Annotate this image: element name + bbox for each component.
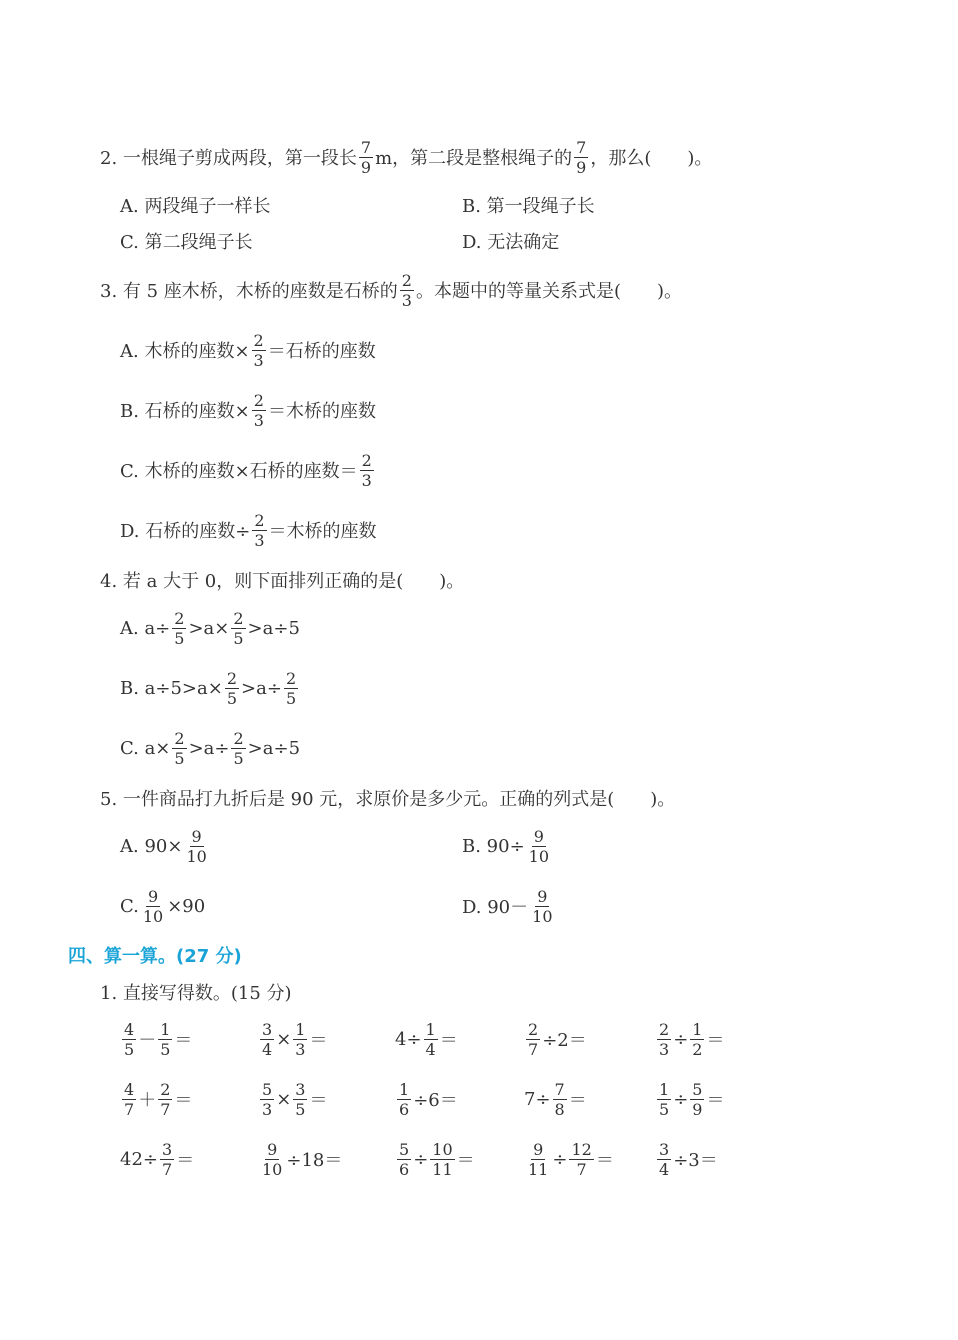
numerator: 2 [174,728,185,748]
denominator: 11 [528,1159,549,1179]
denominator: 3 [254,530,265,550]
text: 4÷ [395,1028,422,1050]
fraction [526,1020,540,1059]
denominator: 4 [262,1039,273,1059]
fraction [397,1080,411,1119]
denominator: 8 [554,1099,565,1119]
text: 。本题中的等量关系式是( )。 [415,281,683,302]
numerator: 9 [267,1139,278,1159]
numerator: 2 [160,1079,171,1099]
text: 4. 若 a 大于 0，则下面排列正确的是( )。 [100,571,465,592]
numerator: 9 [533,826,544,846]
fraction [231,729,245,768]
text: >a÷5 [247,737,301,759]
denominator: 5 [285,688,297,708]
calc-item [258,1137,342,1181]
text: ÷3＝ [673,1150,718,1171]
text: ＝ [174,1030,193,1051]
numerator: 3 [162,1139,173,1159]
q3-option-b [120,388,376,432]
q5-stem [100,776,675,820]
text: m，第二段是整根绳子的 [375,148,573,169]
text: × [276,1028,292,1050]
q3-option-a [120,328,376,372]
q2-option-d [462,219,559,263]
numerator: 5 [399,1139,410,1159]
fraction [397,1140,411,1179]
q5-option-a [120,824,211,868]
numerator: 2 [528,1019,539,1039]
numerator: 2 [233,728,244,748]
denominator: 6 [399,1159,410,1179]
calc-item [120,1077,192,1121]
calc-item [120,1137,194,1181]
denominator: 3 [361,470,372,490]
fraction [424,1020,438,1059]
text: >a÷ [188,737,230,759]
calc-item [258,1077,327,1121]
calc-item [395,1137,475,1181]
fraction [260,1020,274,1059]
text: ＝ [568,1090,587,1111]
q3-stem [100,268,682,312]
denominator: 10 [262,1159,283,1179]
denominator: 10 [142,906,164,926]
fraction [430,1140,454,1179]
calc-item [524,1077,587,1121]
text: ＝ [706,1090,725,1111]
text: A. 两段绳子一样长 [120,196,271,217]
denominator: 5 [124,1039,135,1059]
numerator: 2 [226,668,238,688]
q3-option-d [120,508,377,552]
fraction [657,1080,671,1119]
text: C. 第二段绳子长 [120,232,253,253]
text: C. [120,895,139,917]
numerator: 4 [124,1079,135,1099]
fraction [360,451,374,490]
denominator: 3 [253,410,264,430]
numerator: 3 [659,1139,670,1159]
calc-item [655,1137,718,1181]
denominator: 10 [528,846,550,866]
fraction [657,1020,671,1059]
fraction [574,138,588,177]
fraction [122,1080,136,1119]
fraction [260,1080,274,1119]
numerator: 2 [253,330,264,350]
denominator: 5 [233,748,244,768]
numerator: 2 [285,668,297,688]
numerator: 1 [295,1019,306,1039]
text: D. 石桥的座数÷ [120,521,251,542]
calc-item [655,1077,724,1121]
numerator: 2 [361,450,372,470]
text: A. a÷ [120,617,171,639]
numerator: 1 [399,1079,410,1099]
denominator: 3 [295,1039,306,1059]
q5-option-b [462,824,553,868]
text: A. 90× [120,835,183,857]
fraction [284,669,298,708]
text: ＝木桥的座数 [267,401,376,422]
denominator: 7 [528,1039,539,1059]
fraction [527,827,551,866]
numerator: 3 [295,1079,306,1099]
fraction [225,669,239,708]
text: × [276,1088,292,1110]
text: 四、算一算。(27 分) [68,946,242,967]
denominator: 4 [425,1039,436,1059]
denominator: 9 [576,157,587,177]
denominator: 5 [174,628,185,648]
sub-question-title [100,970,292,1014]
numerator: 5 [262,1079,273,1099]
numerator: 7 [576,137,587,157]
denominator: 5 [174,748,185,768]
text: 42÷ [120,1148,158,1170]
denominator: 3 [401,290,412,310]
denominator: 3 [253,350,264,370]
text: ＝ [176,1150,195,1171]
numerator: 4 [124,1019,135,1039]
fraction [400,271,414,310]
fraction [172,729,186,768]
fraction [526,1140,550,1179]
denominator: 7 [160,1099,171,1119]
text: ＝ [456,1150,475,1171]
denominator: 4 [659,1159,670,1179]
text: ÷2＝ [542,1030,587,1051]
calc-item [395,1077,458,1121]
text: ÷ [413,1148,429,1170]
denominator: 5 [160,1039,171,1059]
text: D. 无法确定 [462,232,560,253]
text: ＝ [174,1090,193,1111]
text: D. 90－ [462,897,529,918]
fraction [293,1020,307,1059]
text: C. a× [120,737,171,759]
text: ＝ [595,1150,614,1171]
denominator: 10 [532,906,553,926]
text: ÷6＝ [413,1090,458,1111]
fraction [293,1080,307,1119]
fraction [260,1140,284,1179]
numerator: 10 [432,1139,453,1159]
text: ＝ [439,1030,458,1051]
text: B. 第一段绳子长 [462,196,595,217]
numerator: 9 [533,1139,544,1159]
calc-item [395,1017,458,1061]
numerator: 2 [174,608,185,628]
denominator: 3 [262,1099,273,1119]
fraction [160,1140,174,1179]
fraction [252,511,266,550]
fraction [172,609,186,648]
q5-option-d [462,884,557,928]
numerator: 1 [692,1019,703,1039]
denominator: 3 [659,1039,670,1059]
numerator: 2 [233,608,244,628]
numerator: 7 [554,1079,565,1099]
denominator: 9 [692,1099,703,1119]
q3-option-c [120,448,376,492]
fraction [569,1140,593,1179]
text: ÷ [673,1088,689,1110]
text: >a÷5 [247,617,300,639]
q2-stem [100,135,712,179]
numerator: 3 [262,1019,273,1039]
fraction [530,887,554,926]
fraction [690,1080,704,1119]
text: ＝石桥的座数 [267,341,376,362]
text: 7÷ [524,1088,551,1110]
calc-item [524,1137,614,1181]
numerator: 2 [254,510,265,530]
text: B. 90÷ [462,835,525,857]
calc-item [258,1017,327,1061]
text: ÷18＝ [286,1150,343,1171]
denominator: 5 [295,1099,306,1119]
numerator: 2 [253,390,264,410]
text: ＝ [309,1030,328,1051]
fraction [158,1080,172,1119]
numerator: 2 [401,270,412,290]
text: ÷ [673,1028,689,1050]
denominator: 2 [692,1039,703,1059]
text: ÷ [552,1148,568,1170]
fraction [122,1020,136,1059]
text: B. a÷5>a× [120,677,223,699]
fraction [252,391,266,430]
numerator: 1 [659,1079,670,1099]
fraction [657,1140,671,1179]
numerator: 12 [571,1139,592,1159]
calc-item [524,1017,587,1061]
numerator: 7 [360,137,372,157]
numerator: 1 [425,1019,436,1039]
calc-item [120,1017,192,1061]
numerator: 1 [160,1019,171,1039]
text: C. 木桥的座数×石桥的座数＝ [120,461,358,482]
denominator: 10 [186,846,207,866]
text: ＝ [706,1030,725,1051]
text: A. 木桥的座数× [120,341,250,362]
q2-option-c [120,219,253,263]
text: >a× [188,617,230,639]
text: >a÷ [241,677,282,699]
text: B. 石桥的座数× [120,401,250,422]
text: － [138,1030,157,1051]
numerator: 5 [692,1079,703,1099]
q4-option-b [120,666,300,710]
fraction [141,887,165,926]
fraction [252,331,266,370]
numerator: 9 [147,886,159,906]
denominator: 6 [399,1099,410,1119]
denominator: 5 [226,688,238,708]
denominator: 7 [124,1099,135,1119]
text: 5. 一件商品打九折后是 90 元，求原价是多少元。正确的列式是( )。 [100,789,676,810]
text: 1. 直接写得数。(15 分) [100,983,292,1004]
q5-option-c [120,884,205,928]
fraction [359,138,373,177]
denominator: 5 [233,628,244,648]
numerator: 9 [537,886,548,906]
denominator: 11 [432,1159,453,1179]
numerator: 2 [659,1019,670,1039]
q4-option-c [120,726,300,770]
q4-stem [100,558,464,602]
text: ＋ [138,1090,157,1111]
denominator: 7 [576,1159,587,1179]
text: ＝ [309,1090,328,1111]
denominator: 7 [162,1159,173,1179]
fraction [184,827,208,866]
q4-option-a [120,606,300,650]
text: ×90 [167,895,206,917]
calc-item [655,1017,724,1061]
fraction [158,1020,172,1059]
denominator: 5 [659,1099,670,1119]
fraction [553,1080,567,1119]
text: ，那么( )。 [590,148,713,169]
text: ＝木桥的座数 [268,521,377,542]
fraction [690,1020,704,1059]
text: 3. 有 5 座木桥，木桥的座数是石桥的 [100,281,398,302]
numerator: 9 [191,826,202,846]
denominator: 9 [360,157,372,177]
text: 2. 一根绳子剪成两段，第一段长 [100,148,357,169]
fraction [231,609,245,648]
